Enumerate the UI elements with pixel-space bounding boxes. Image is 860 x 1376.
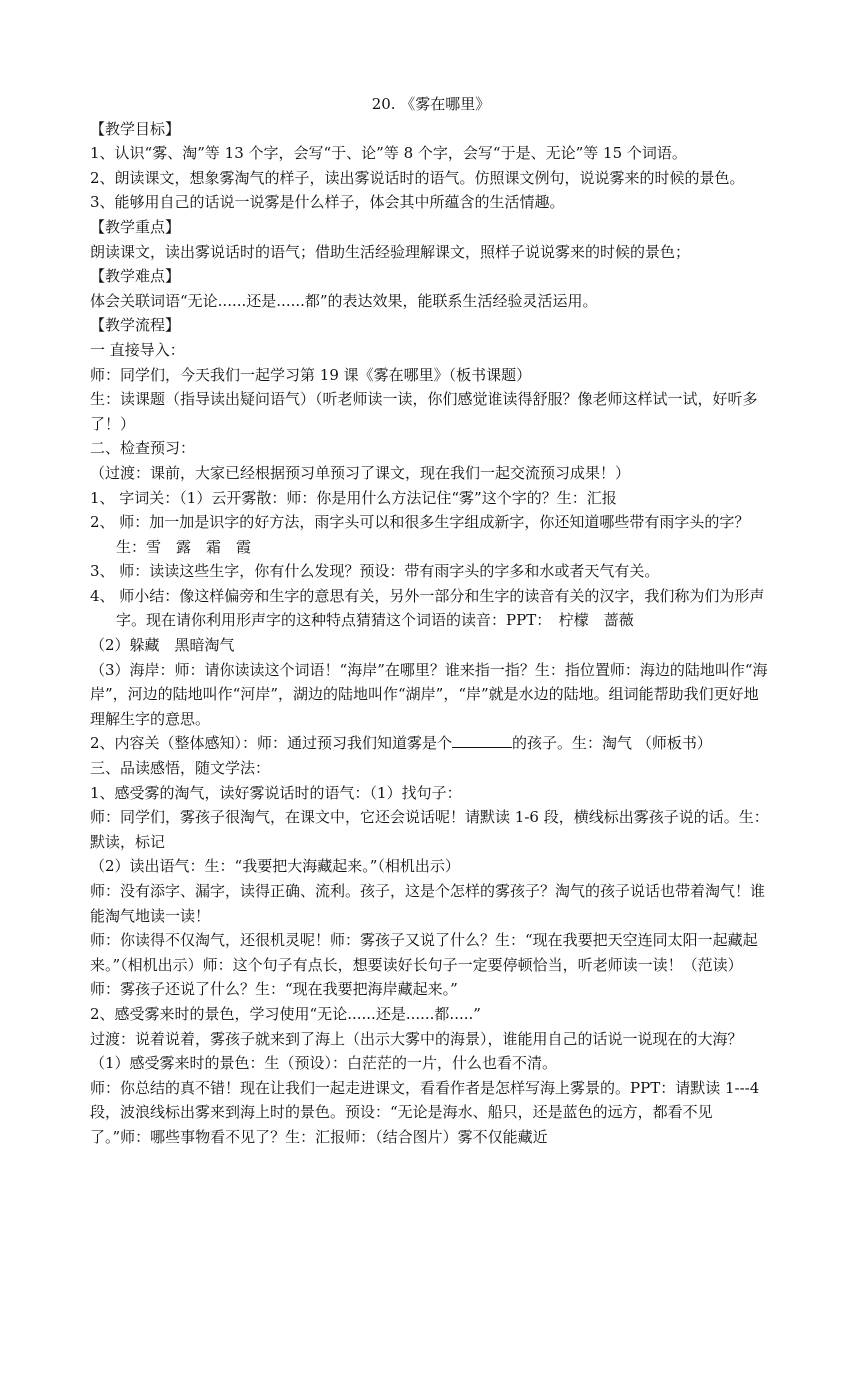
paragraph-with-blank — [90, 731, 772, 756]
lesson-title: 20. 《雾在哪里》 — [371, 95, 491, 113]
section-heading-goals: 【教学目标】 — [90, 119, 181, 138]
list-item: 4、 师小结：像这样偏旁和生字的意思有关，另外一部分和生字的读音有关的汉字，我们称为们为形声字。现在请你利用形声字的这种特点猜猜这个词语的读音：PPT： 柠檬 蔷薇 — [90, 586, 765, 630]
paragraph: （2）躲藏 黑暗淘气 — [90, 636, 235, 655]
section-heading-process: 【教学流程】 — [90, 316, 181, 335]
goal-line-2: 2、朗读课文，想象雾淘气的样子，读出雾说话时的语气。仿照课文例句，说说雾来的时候的景色。 — [90, 168, 745, 187]
goal-line-1: 1、认识“雾、淘”等 13 个字，会写“于、论”等 8 个字，会写“于是、无论”等 15 个词语。 — [90, 144, 687, 163]
list-item: 1、 字词关：（1）云开雾散：师：你是用什么方法记住“雾”这个字的？生：汇报 — [90, 488, 617, 507]
paragraph: 生：读课题（指导读出疑问语气）（听老师读一读，你们感觉谁读得舒服？像老师这样试一试，好听多了！） — [90, 390, 758, 433]
paragraph: 师：没有添字、漏字，读得正确、流利。孩子，这是个怎样的雾孩子？淘气的孩子说话也带着淘气！谁能淘气地读一读！ — [90, 882, 766, 925]
step-2-heading: 二、检查预习： — [90, 439, 196, 458]
paragraph: 师：你总结的真不错！现在让我们一起走进课文，看看作者是怎样写海上雾景的。PPT：请默读 1---4 段，波浪线标出雾来到海上时的景色。预设：“无论是海水、船只，还是蓝色的远方，都看不见了。”师：哪些事物看不见了？生：汇报师：（结合图片）雾不仅能藏近 — [90, 1078, 760, 1146]
paragraph: 2、感受雾来时的景色，学习使用“无论......还是......都.....” — [90, 1004, 481, 1023]
difficulties-text: 体会关联词语“无论......还是......都”的表达效果，能联系生活经验灵活运用。 — [90, 291, 598, 310]
key-points-text: 朗读课文，读出雾说话时的语气；借助生活经验理解课文，照样子说说雾来的时候的景色； — [90, 242, 691, 261]
paragraph: 师：你读得不仅淘气，还很机灵呢！师：雾孩子又说了什么？生：“现在我要把天空连同太阳一起藏起来。”（相机出示）师：这个句子有点长，想要读好长句子一定要停顿恰当，听老师读一读！（范读）师：雾孩子还说了什么？生：“现在我要把海岸藏起来。” — [90, 931, 758, 999]
text-after-blank: 的孩子。生：淘气 （师板书） — [512, 734, 712, 753]
fill-in-blank — [452, 733, 512, 748]
paragraph: 师：同学们，雾孩子很淘气，在课文中，它还会说话呢！请默读 1-6 段，横线标出雾孩子说的话。生：默读，标记 — [90, 808, 769, 851]
paragraph: （2）读出语气：生：“我要把大海藏起来。”（相机出示） — [90, 857, 460, 876]
list-item: 3、 师：读读这些生字，你有什么发现？预设：带有雨字头的字多和水或者天气有关。 — [90, 562, 660, 581]
paragraph: （过渡：课前，大家已经根据预习单预习了课文，现在我们一起交流预习成果！） — [90, 463, 631, 482]
paragraph: 过渡：说着说着，雾孩子就来到了海上（出示大雾中的海景），谁能用自己的话说一说现在的大海？（1）感受雾来时的景色：生（预设）：白茫茫的一片，什么也看不清。 — [90, 1029, 743, 1073]
paragraph: 1、感受雾的淘气，读好雾说话时的语气：（1）找句子： — [90, 783, 462, 802]
paragraph: （3）海岸：师：请你读读这个词语！“海岸”在哪里？谁来指一指？生：指位置师：海边的陆地叫作“海岸”，河边的陆地叫作“河岸”，湖边的陆地叫作“湖岸”，“岸”就是水边的陆地。组词能帮助我们更好地理解生字的意思。 — [90, 660, 768, 728]
goal-line-3: 3、能够用自己的话说一说雾是什么样子，体会其中所蕴含的生活情趣。 — [90, 193, 565, 212]
step-1-heading: 一 直接导入： — [90, 340, 185, 359]
text-before-blank: 2、内容关（整体感知）：师：通过预习我们知道雾是个 — [90, 734, 453, 753]
list-item: 2、 师：加一加是识字的好方法，雨字头可以和很多生字组成新字，你还知道哪些带有雨字头的字？生：雪 露 霜 霞 — [90, 513, 750, 556]
paragraph: 师：同学们，今天我们一起学习第 19 课《雾在哪里》（板书课题） — [90, 365, 532, 384]
section-heading-difficulties: 【教学难点】 — [90, 267, 181, 286]
step-3-heading: 三、品读感悟，随文学法： — [90, 759, 271, 778]
section-heading-key-points: 【教学重点】 — [90, 217, 181, 236]
